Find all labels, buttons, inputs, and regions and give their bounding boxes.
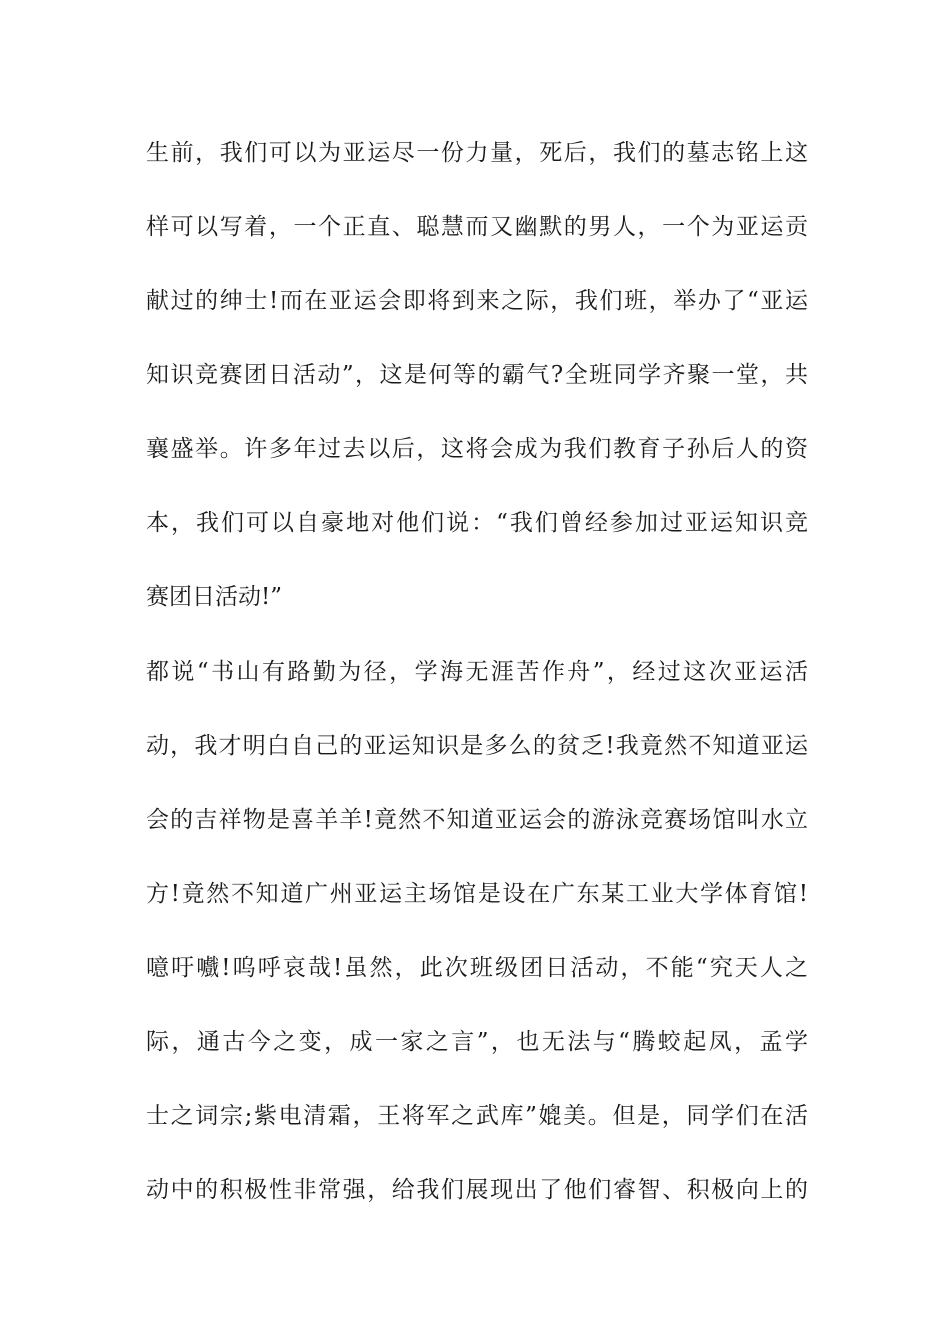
text-line: 襄盛举。许多年过去以后，这将会成为我们教育子孙后人的资 [146,436,808,462]
text-line: 际，通古今之变，成一家之言”，也无法与“腾蛟起凤，孟学 [146,1029,808,1055]
text-line: 动，我才明白自己的亚运知识是多么的贫乏!我竟然不知道亚运 [146,733,808,759]
text-line: 会的吉祥物是喜羊羊!竟然不知道亚运会的游泳竞赛场馆叫水立 [146,807,808,833]
text-line: 方!竟然不知道广州亚运主场馆是设在广东某工业大学体育馆! [146,881,808,907]
text-line: 动中的积极性非常强，给我们展现出了他们睿智、积极向上的 [146,1177,808,1203]
text-line: 知识竞赛团日活动”，这是何等的霸气?全班同学齐聚一堂，共 [146,362,808,388]
text-line: 赛团日活动!” [146,584,283,610]
text-line: 士之词宗;紫电清霜，王将军之武库”媲美。但是，同学们在活 [146,1103,808,1129]
text-line: 本，我们可以自豪地对他们说：“我们曾经参加过亚运知识竞 [146,510,808,536]
text-line: 都说“书山有路勤为径，学海无涯苦作舟”，经过这次亚运活 [146,659,808,685]
text-line: 生前，我们可以为亚运尽一份力量，死后，我们的墓志铭上这 [146,140,808,166]
text-line: 献过的绅士!而在亚运会即将到来之际，我们班，举办了“亚运 [146,288,808,314]
text-line: 噫吁嚱!呜呼哀哉!虽然，此次班级团日活动，不能“究天人之 [146,955,808,981]
text-line: 样可以写着，一个正直、聪慧而又幽默的男人，一个为亚运贡 [146,214,808,240]
